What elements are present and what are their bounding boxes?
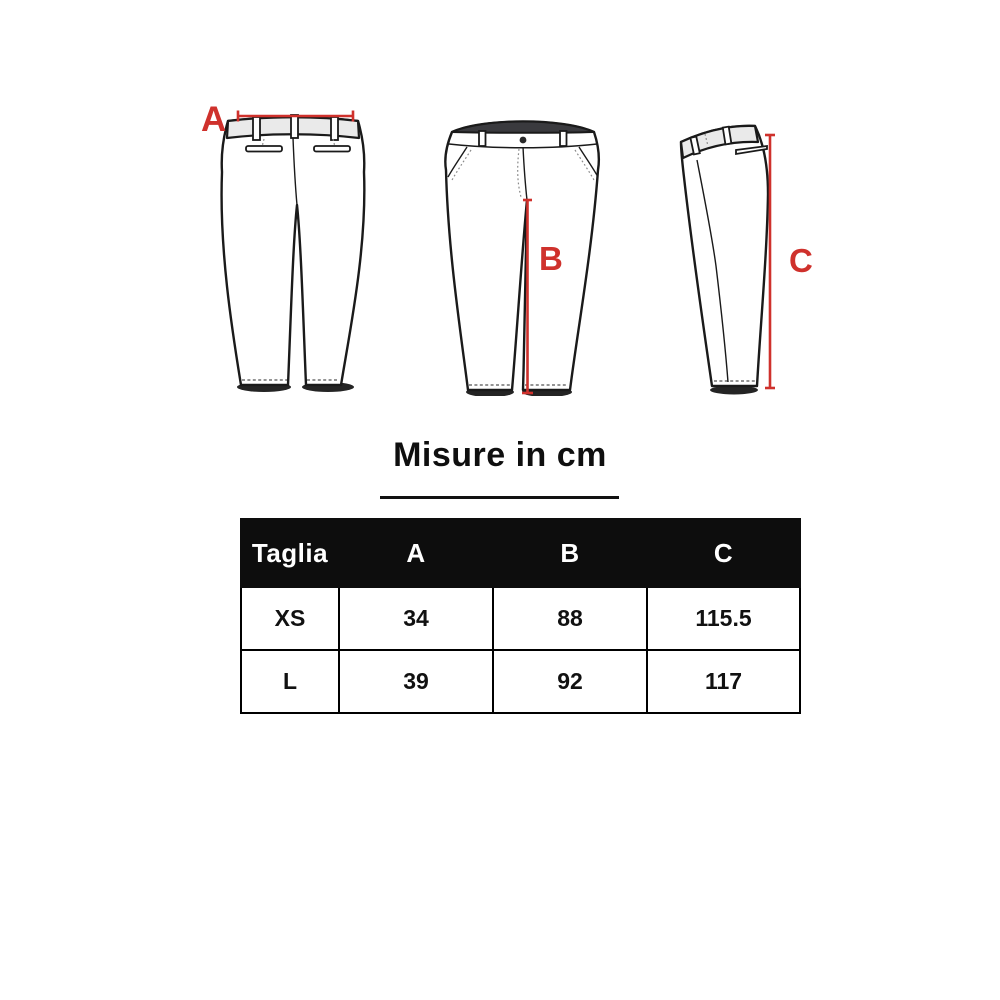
back-welt-pocket bbox=[314, 146, 350, 152]
header-taglia: Taglia bbox=[241, 519, 339, 587]
size-cell: L bbox=[241, 650, 339, 713]
measure-label-c: C bbox=[789, 242, 813, 279]
waist-button bbox=[520, 137, 527, 144]
pants-front-view-illustration bbox=[443, 112, 603, 396]
value-cell: 117 bbox=[647, 650, 800, 713]
size-row-xs bbox=[241, 587, 800, 650]
size-table bbox=[240, 518, 801, 714]
header-b: B bbox=[493, 519, 647, 587]
back-welt-pocket bbox=[246, 146, 282, 152]
size-table-header-row bbox=[241, 519, 800, 587]
value-cell: 34 bbox=[339, 587, 493, 650]
pants-back-view-illustration bbox=[218, 108, 368, 398]
value-cell: 92 bbox=[493, 650, 647, 713]
belt-loop bbox=[253, 117, 260, 140]
belt-loop bbox=[291, 115, 298, 138]
value-cell: 115.5 bbox=[647, 587, 800, 650]
belt-loop bbox=[560, 131, 567, 146]
size-cell: XS bbox=[241, 587, 339, 650]
header-a: A bbox=[339, 519, 493, 587]
pants-back-silhouette bbox=[222, 117, 365, 385]
belt-loop bbox=[479, 131, 486, 146]
section-title: Misure in cm bbox=[393, 436, 607, 474]
pants-front-silhouette bbox=[445, 122, 598, 391]
header-c: C bbox=[647, 519, 800, 587]
inner-waistband bbox=[452, 122, 594, 133]
title-underline bbox=[380, 496, 619, 499]
measure-label-a: A bbox=[201, 100, 227, 139]
measure-label-b: B bbox=[539, 240, 563, 277]
value-cell: 88 bbox=[493, 587, 647, 650]
pants-side-view-illustration bbox=[672, 116, 777, 398]
belt-loop bbox=[331, 117, 338, 140]
size-row-l bbox=[241, 650, 800, 713]
value-cell: 39 bbox=[339, 650, 493, 713]
